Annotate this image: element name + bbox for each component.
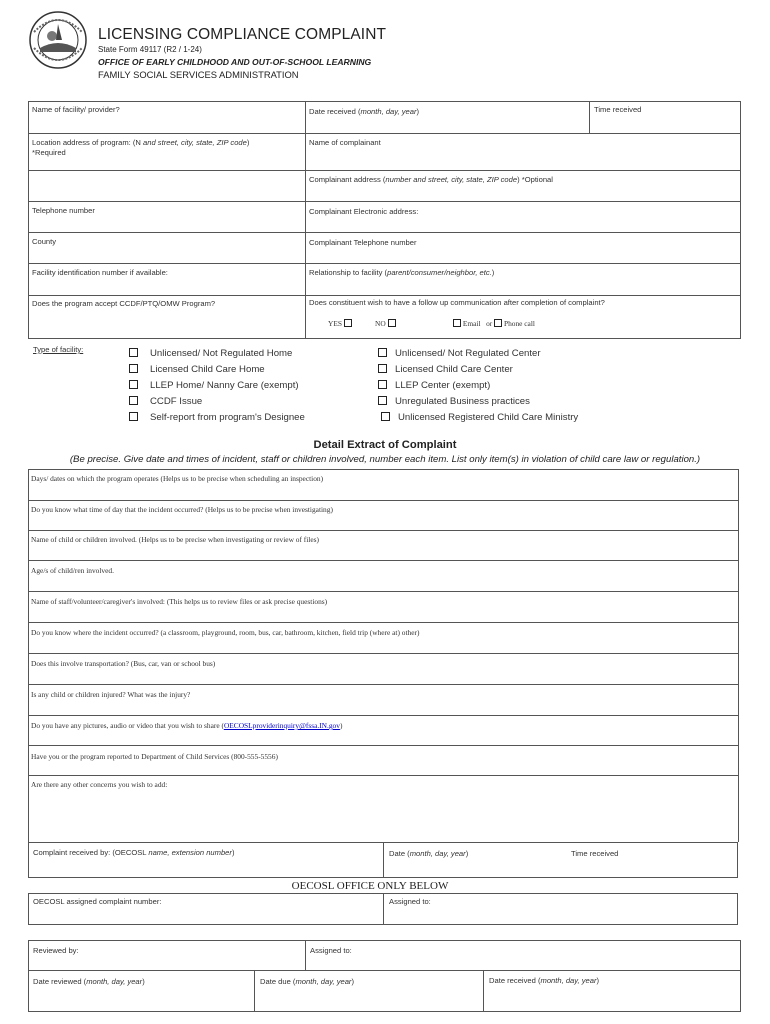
review-section [28,940,741,1012]
followup-no[interactable]: NO [375,319,396,328]
office-name: OFFICE OF EARLY CHILDHOOD AND OUT-OF-SCHOOL LEARNING [98,57,372,67]
complainant-address-label: Complainant address (number and street, city, state, ZIP code) *Optional [309,175,553,184]
relationship-label: Relationship to facility (parent/consumer/neighbor, etc.) [309,268,495,277]
checkbox[interactable] [129,364,138,373]
complainant-name-label: Name of complainant [309,138,381,147]
checkbox[interactable] [129,412,138,421]
date-reviewed-label: Date reviewed (month, day, year) [33,977,145,986]
question-incident-time: Do you know what time of day that the incident occurred? (Helps us to be precise when investigating) [31,505,333,514]
question-children-involved: Name of child or children involved. (Helps us to be precise when investigating or review of files) [31,535,319,544]
location-address-label: Location address of program: (N and street, city, state, ZIP code) [32,138,250,147]
extract-subtitle: (Be precise. Give date and times of incident, staff or children involved, number each item. List only item(s) in violation of child care law or regulation.) [69,454,701,465]
checkbox[interactable] [378,348,387,357]
facility-option-self-report[interactable]: Self-report from program's Designee [129,412,305,423]
question-other-concerns: Are there any other concerns you wish to add: [31,780,168,789]
facility-option-licensed-home[interactable]: Licensed Child Care Home [129,364,265,375]
question-staff-involved: Name of staff/volunteer/caregiver's involved: (This helps us to review files or ask precise questions) [31,597,328,606]
checkbox[interactable] [129,396,138,405]
received-by-label: Complaint received by: (OECOSL name, extension number) [33,848,235,857]
no-checkbox[interactable] [388,319,396,327]
complainant-phone-label: Complainant Telephone number [309,238,417,247]
agency-name: FAMILY SOCIAL SERVICES ADMINISTRATION [98,69,299,80]
facility-option-ministry[interactable]: Unlicensed Registered Child Care Ministry [381,412,578,423]
contact-method: Email or Phone call [453,319,535,328]
phone-call-checkbox[interactable] [494,319,502,327]
question-incident-location: Do you know where the incident occurred? (a classroom, playground, room, bus, car, bathroom, kitchen, field trip (where at) other) [31,628,420,637]
complainant-email-label: Complainant Electronic address: [309,207,419,216]
received-date-label: Date (month, day, year) [389,849,469,858]
telephone-label: Telephone number [32,206,95,215]
date-due-label: Date due (month, day, year) [260,977,354,986]
assigned-to-label: Assigned to: [389,897,431,906]
ccdf-question: Does the program accept CCDF/PTQ/OMW Program? [32,299,216,308]
county-label: County [32,237,57,246]
checkbox[interactable] [378,364,387,373]
question-dcs-report: Have you or the program reported to Department of Child Services (800-555-5556) [31,752,278,761]
checkbox[interactable] [381,412,390,421]
email-link[interactable]: OECOSLproviderinquiry@fssa.IN.gov [223,721,340,730]
facility-name-label: Name of facility/ provider? [32,105,120,114]
time-received-label: Time received [594,105,642,114]
checkbox[interactable] [378,396,387,405]
question-pictures: Do you have any pictures, audio or video that you wish to share (OECOSLproviderinquiry@fssa.IN.gov) [31,721,343,730]
question-transportation: Does this involve transportation? (Bus, car, van or school bus) [31,659,216,668]
facility-id-label: Facility identification number if available: [32,268,168,277]
facility-option-llep-home[interactable]: LLEP Home/ Nanny Care (exempt) [129,380,299,391]
facility-option-unregulated-business[interactable]: Unregulated Business practices [378,396,530,407]
state-seal-icon [28,10,88,70]
assigned-to-2-label: Assigned to: [310,946,352,955]
checkbox[interactable] [129,380,138,389]
reviewed-by-label: Reviewed by: [33,946,79,955]
office-only-heading: OECOSL OFFICE ONLY BELOW [291,880,449,892]
facility-option-llep-center[interactable]: LLEP Center (exempt) [378,380,490,391]
checkbox[interactable] [378,380,387,389]
office-date-received-label: Date received (month, day, year) [489,976,600,985]
complaint-number-label: OECOSL assigned complaint number: [33,897,162,906]
question-operating-days: Days/ dates on which the program operates (Helps us to be precise when scheduling an inspection) [31,474,324,483]
facility-option-unlicensed-center[interactable]: Unlicensed/ Not Regulated Center [378,348,541,359]
form-title: LICENSING COMPLIANCE COMPLAINT [98,26,387,43]
facility-option-licensed-center[interactable]: Licensed Child Care Center [378,364,513,375]
facility-type-label: Type of facility: [33,345,84,354]
facility-option-unlicensed-home[interactable]: Unlicensed/ Not Regulated Home [129,348,292,359]
question-injury: Is any child or children injured? What was the injury? [31,690,191,699]
required-note: *Required [32,148,66,157]
checkbox[interactable] [129,348,138,357]
extract-title: Detail Extract of Complaint [313,439,457,451]
form-number: State Form 49117 (R2 / 1-24) [98,45,202,54]
date-received-label: Date received (month, day, year) [309,107,420,116]
received-time-label: Time received [571,849,619,858]
question-child-ages: Age/s of child/ren involved. [31,566,114,575]
email-checkbox[interactable] [453,319,461,327]
facility-option-ccdf-issue[interactable]: CCDF Issue [129,396,202,407]
followup-yes[interactable]: YES [328,319,352,328]
yes-checkbox[interactable] [344,319,352,327]
followup-question: Does constituent wish to have a follow up communication after completion of complaint? [309,298,605,307]
